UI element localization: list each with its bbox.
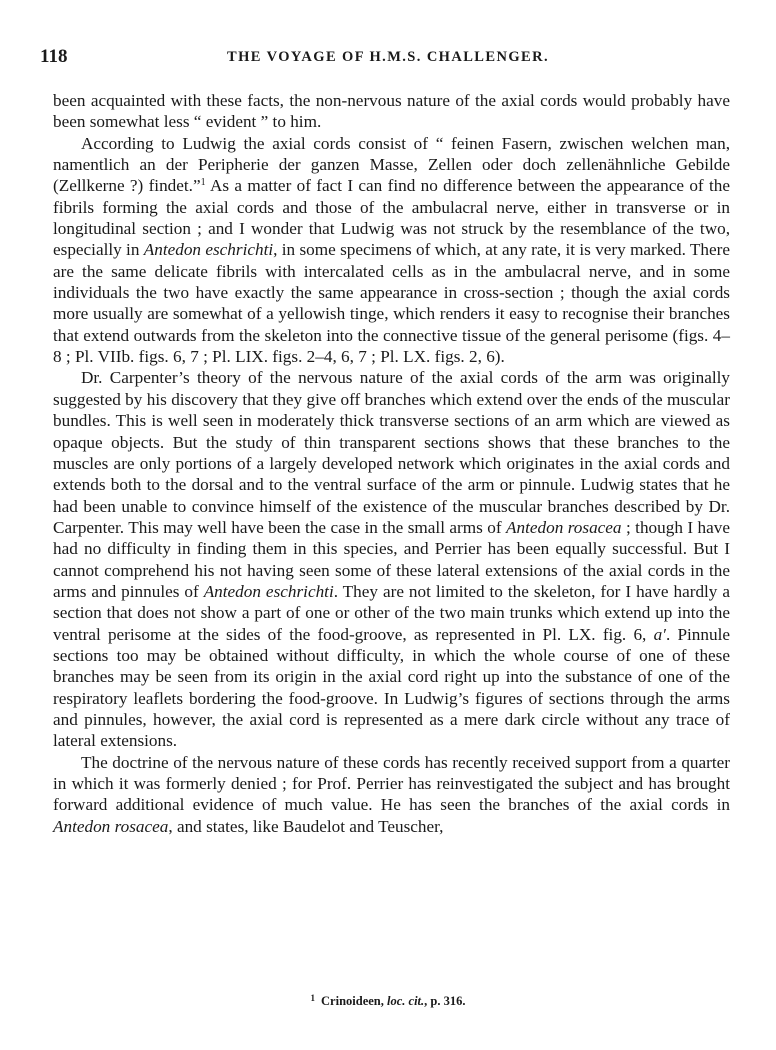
paragraph-text: been acquainted with these facts, the non-nervous nature of the axial cords would probably have been somewhat less “ evident ” to him. xyxy=(53,91,730,132)
footnote-text: , p. 316. xyxy=(424,994,466,1008)
paragraph-continuation xyxy=(53,90,730,133)
paragraph-text: , and states, like Baudelot and Teuscher, xyxy=(168,816,444,836)
species-name: Antedon eschrichti xyxy=(143,240,274,260)
footnote-mark: 1 xyxy=(310,993,316,1003)
paragraph-text: . They are not limited to the skeleton, for I have hardly a section that does not show a part of one or other of the two main trunks which extend up into the ventral perisome at the sides of the food-groove, as represented in Pl. LX. fig. 6, xyxy=(53,581,731,644)
figure-reference: a′ xyxy=(653,624,666,644)
species-name: Antedon rosacea xyxy=(53,816,169,836)
footnote-italic: loc. cit. xyxy=(387,994,425,1008)
paragraph-text: As a matter of fact I can find no difference between the appearance of the fibrils forming the axial cords and those of the ambulacral nerve, either in transverse or in longitudinal section ; and I wonder that Ludwig was not struck by the resemblance of the two, especially in xyxy=(53,176,730,260)
species-name: Antedon rosacea xyxy=(506,517,622,537)
body-text xyxy=(53,90,730,837)
species-name: Antedon eschrichti xyxy=(203,581,334,601)
paragraph-carpenter-theory xyxy=(53,367,730,751)
page-header xyxy=(40,46,736,72)
paragraph-text: . Pinnule sections too may be obtained without difficulty, in which the whole course of one of these branches may be seen from its origin in the axial cord right up into the substance of one of the respiratory leaflets bordering the food-groove. In Ludwig’s figures of sections through the arms and pinnules, however, the axial cord is represented as a mere dark circle without any trace of lateral extensions. xyxy=(53,624,730,751)
paragraph-text: ; though I have had no difficulty in finding them in this species, and Perrier has been equally successful. But I cannot comprehend his not having seen some of these lateral extensions of the axial cords in the arms and pinnules of xyxy=(53,517,730,601)
running-title: THE VOYAGE OF H.M.S. CHALLENGER. xyxy=(227,49,549,65)
paragraph-text: Dr. Carpenter’s theory of the nervous nature of the axial cords of the arm was originally suggested by his discovery that they give off branches which extend over the ends of the muscular bundles. This is well seen in moderately thick transverse sections of an arm which are viewed as opaque objects. But the study of thin transparent sections shows that these branches to the muscles are only portions of a largely developed network which originates in the axial cords and extends both to the dorsal and to the ventral surface of the arm or pinnule. Ludwig states that he had been unable to convince himself of the existence of the muscular branches described by Dr. Carpenter. This may well have been the case in the small arms of xyxy=(53,368,730,537)
paragraph-ludwig-axial-cords xyxy=(53,133,730,368)
footnote-reference: 1 xyxy=(200,177,206,189)
paragraph-nervous-doctrine xyxy=(53,752,730,837)
footnote xyxy=(0,993,776,1009)
paragraph-text: According to Ludwig the axial cords consist of “ feinen Fasern, zwischen welchen man, namentlich an der Peripherie der ganzen Masse, Zellen oder doch zellenähnliche Gebilde (Zellkerne ?) findet.” xyxy=(53,133,730,196)
footnote-text: Crinoideen, xyxy=(321,994,387,1008)
paragraph-text: , in some specimens of which, at any rate, it is very marked. There are the same delicate fibrils with intercalated cells as in the ambulacral nerve, and in some individuals the two have exactly the same appearance in cross-section ; though the axial cords more usually are somewhat of a yellowish tinge, which renders it easy to recognise their branches that extend outwards from the skeleton into the connective tissue of the general perisome (figs. 4–8 ; Pl. VIIb. figs. 6, 7 ; Pl. LIX. figs. 2–4, 6, 7 ; Pl. LX. figs. 2, 6). xyxy=(53,240,730,367)
paragraph-text: The doctrine of the nervous nature of these cords has recently received support from a quarter in which it was formerly denied ; for Prof. Perrier has reinvestigated the subject and has brought forward additional evidence of much value. He has seen the branches of the axial cords in xyxy=(53,752,730,815)
page-number: 118 xyxy=(40,46,68,67)
